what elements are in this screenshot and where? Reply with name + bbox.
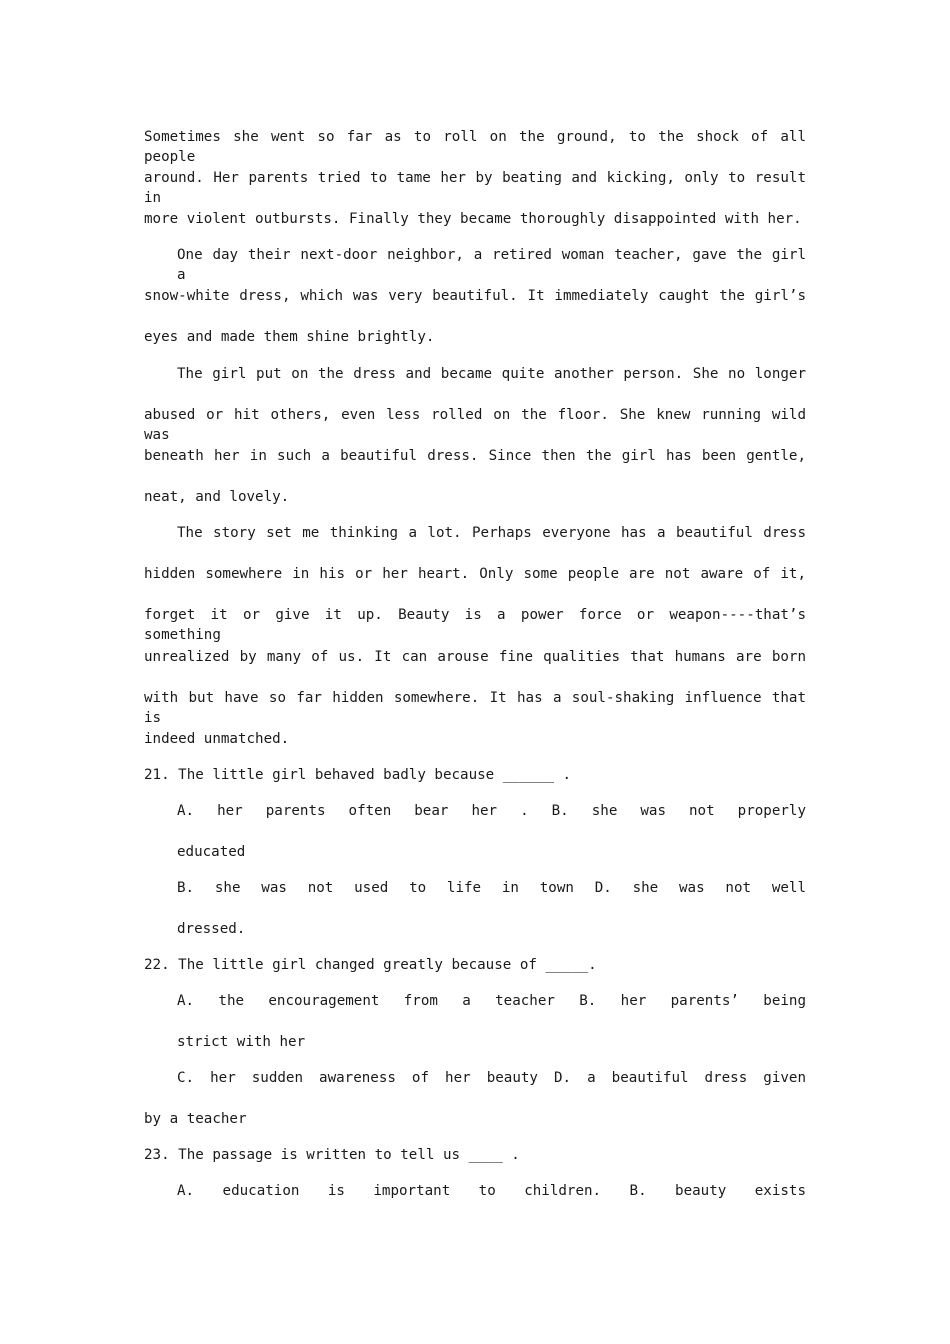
passage-line: beneath her in such a beautiful dress. Since then the girl has been gentle, bbox=[144, 448, 806, 464]
passage-line: hidden somewhere in his or her heart. Only some people are not aware of it, bbox=[144, 566, 806, 582]
passage-line: neat, and lovely. bbox=[144, 489, 290, 505]
passage-line: The story set me thinking a lot. Perhaps everyone has a beautiful dress bbox=[177, 525, 806, 541]
question-21-stem: 21. The little girl behaved badly because ______ . bbox=[144, 767, 572, 783]
question-21-options: educated bbox=[177, 844, 246, 860]
question-23-options: A. education is important to children. B. beauty exists bbox=[177, 1183, 806, 1199]
passage-line: unrealized by many of us. It can arouse fine qualities that humans are born bbox=[144, 649, 806, 665]
passage-line: eyes and made them shine brightly. bbox=[144, 329, 435, 345]
passage-line: snow-white dress, which was very beautiful. It immediately caught the girl’s bbox=[144, 288, 806, 304]
question-22-options: strict with her bbox=[177, 1034, 306, 1050]
question-22-options: by a teacher bbox=[144, 1111, 247, 1127]
passage-line: indeed unmatched. bbox=[144, 731, 290, 747]
question-22-options: A. the encouragement from a teacher B. her parents’ being bbox=[177, 993, 806, 1009]
passage-line: around. Her parents tried to tame her by beating and kicking, only to result in bbox=[144, 170, 806, 206]
passage-line: forget it or give it up. Beauty is a power force or weapon----that’s something bbox=[144, 607, 806, 643]
question-22-stem: 22. The little girl changed greatly because of _____. bbox=[144, 957, 597, 973]
question-21-options: dressed. bbox=[177, 921, 246, 937]
passage-line: with but have so far hidden somewhere. It has a soul-shaking influence that is bbox=[144, 690, 806, 726]
passage-line: more violent outbursts. Finally they became thoroughly disappointed with her. bbox=[144, 211, 802, 227]
passage-line: One day their next-door neighbor, a retired woman teacher, gave the girl a bbox=[177, 247, 806, 283]
question-22-options: C. her sudden awareness of her beauty D. a beautiful dress given bbox=[177, 1070, 806, 1086]
question-21-options: B. she was not used to life in town D. she was not well bbox=[177, 880, 806, 896]
passage-line: The girl put on the dress and became quite another person. She no longer bbox=[177, 366, 806, 382]
question-21-options: A. her parents often bear her . B. she was not properly bbox=[177, 803, 806, 819]
passage-line: Sometimes she went so far as to roll on the ground, to the shock of all people bbox=[144, 129, 806, 165]
passage-line: abused or hit others, even less rolled on the floor. She knew running wild was bbox=[144, 407, 806, 443]
question-23-stem: 23. The passage is written to tell us ____ . bbox=[144, 1147, 520, 1163]
